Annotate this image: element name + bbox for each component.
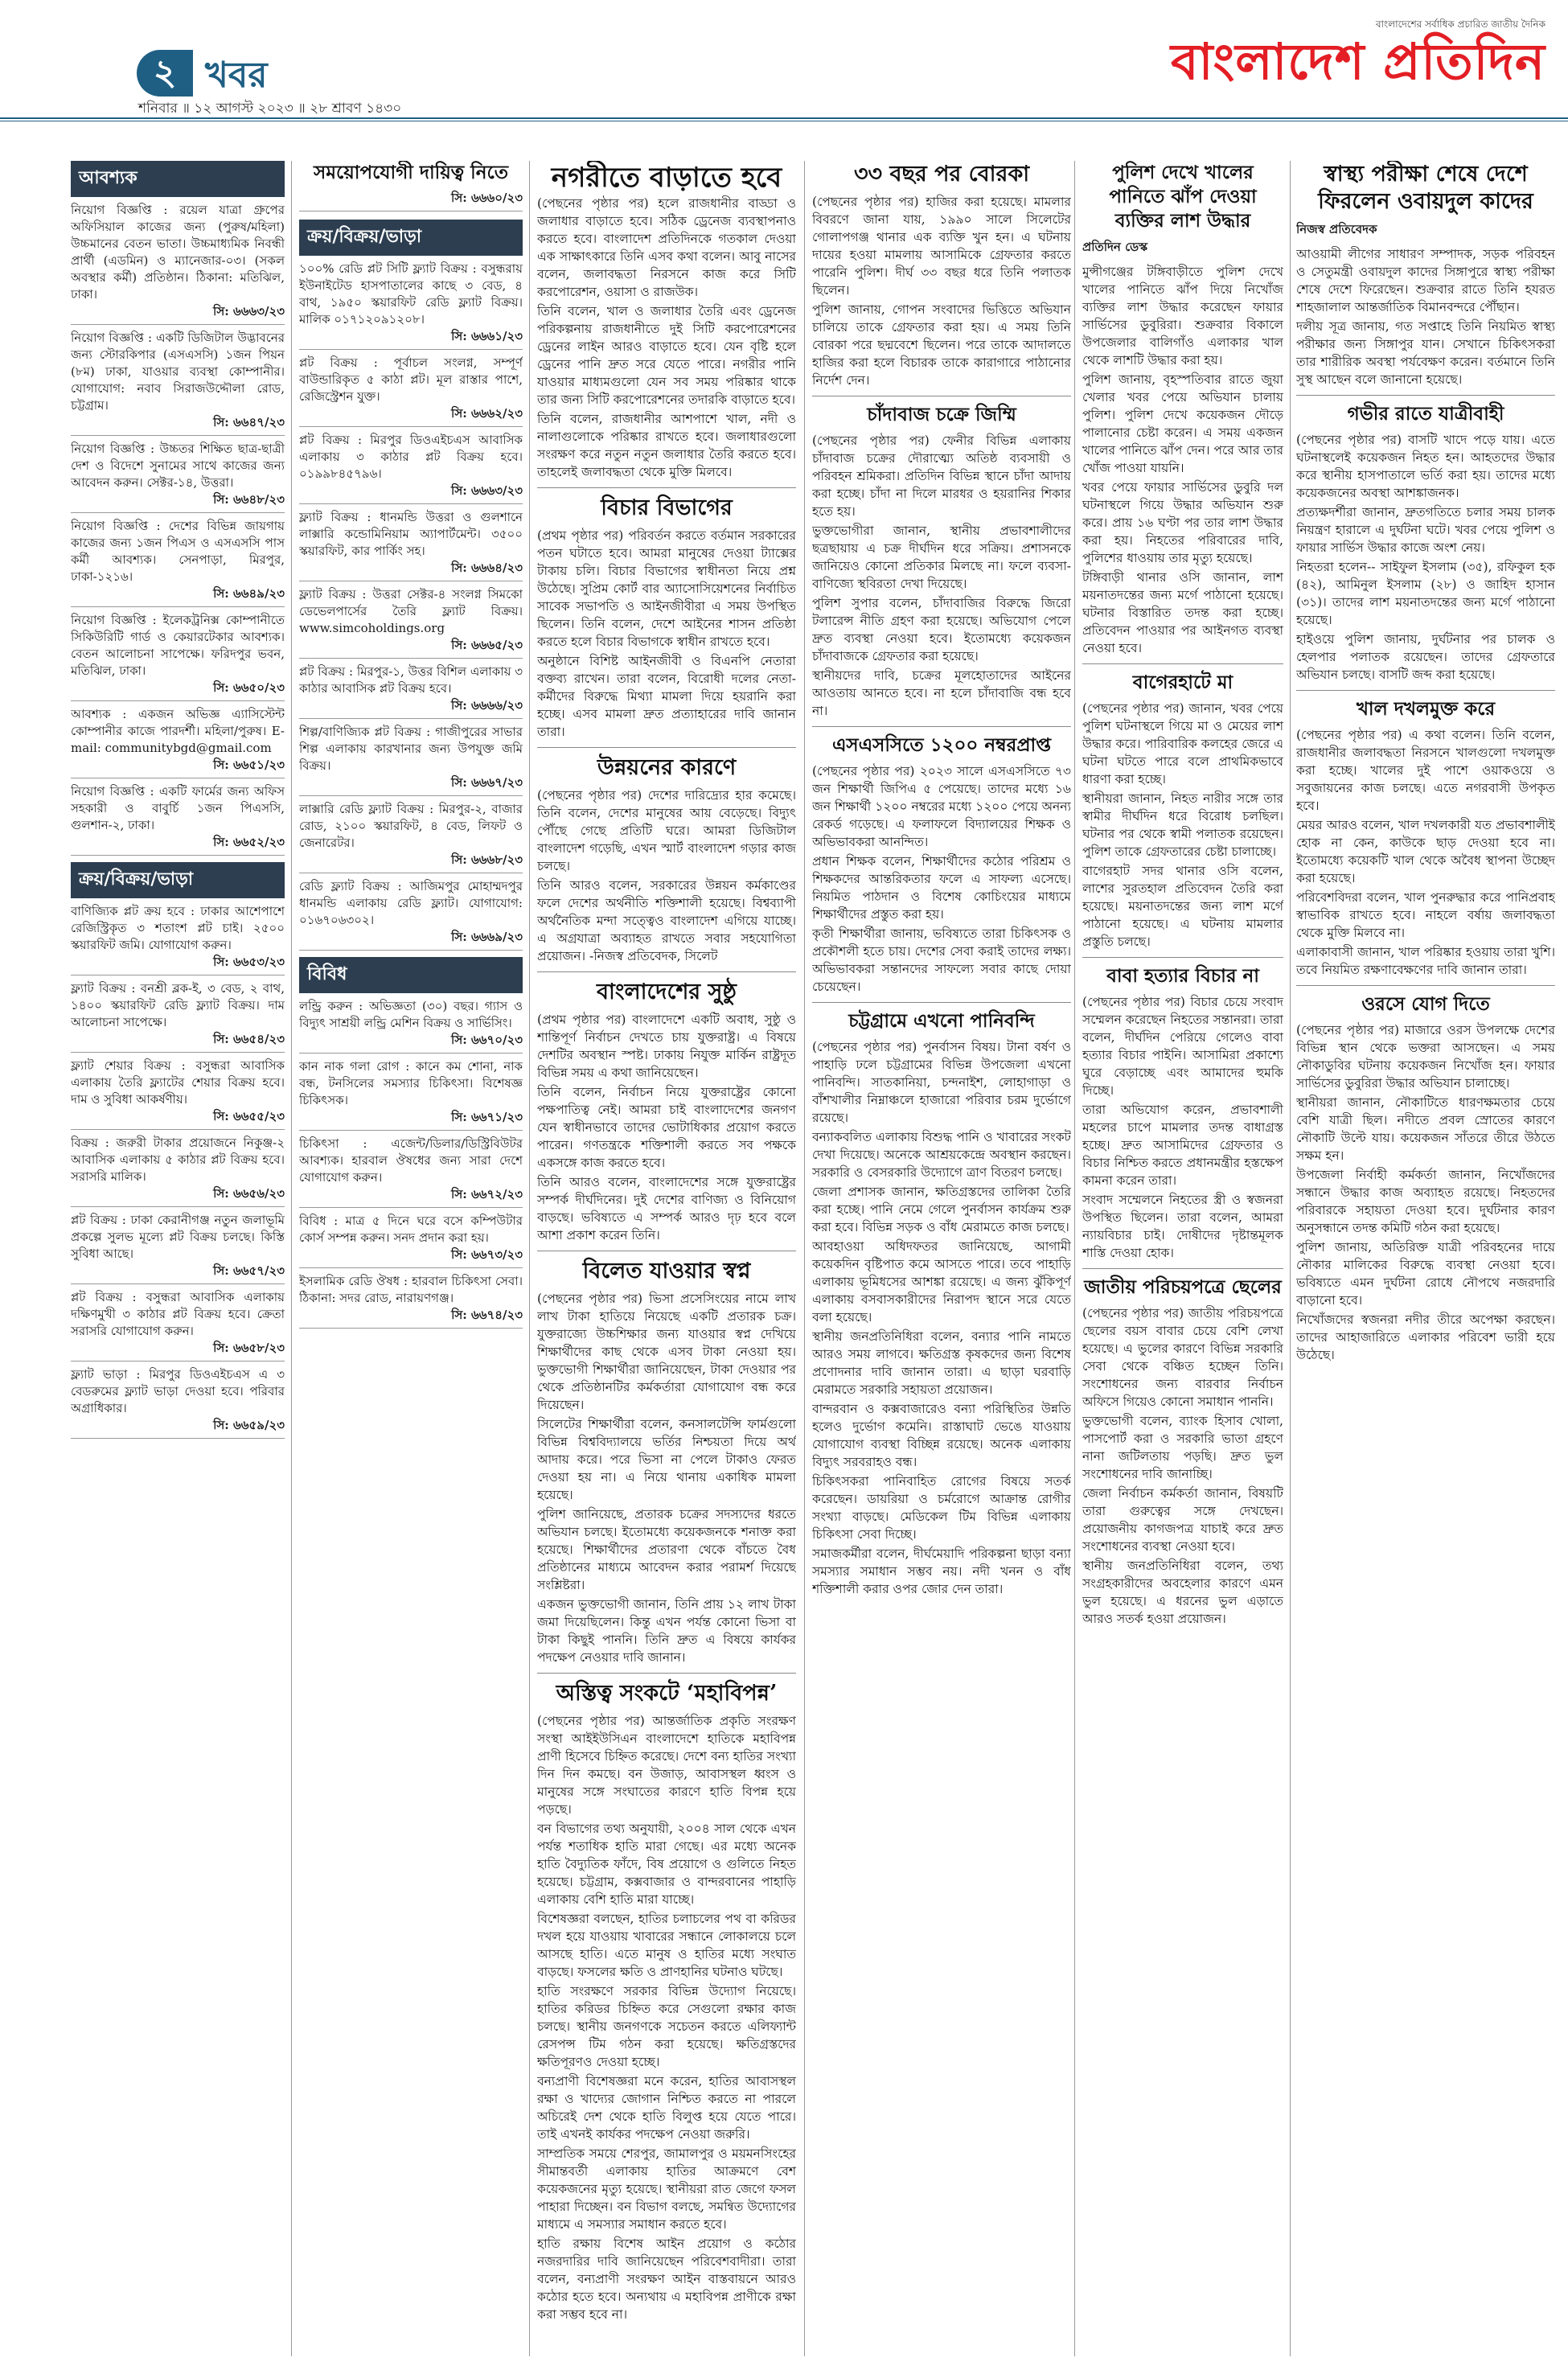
story-headline-extortion: চাঁদাবাজ চক্রে জিম্মি [867,404,1016,425]
column-divider [1290,161,1291,2356]
story-headline-election: বাংলাদেশের সুষ্ঠু [597,980,737,1004]
classified-ad-code: সি: ৬৬৫৩/২৩ [213,955,285,969]
classified-intro-headline: সময়োপযোগী দায়িত্ব নিতে [314,162,508,183]
classified-ad [299,801,523,873]
classified-ad [299,998,523,1054]
classified-ad [71,980,285,1053]
classified-ad [71,1366,285,1439]
story-body-bagerhat [1082,700,1283,951]
classified-ad-text: বাণিজ্যিক প্লট ক্রয় হবে : ঢাকার আশেপাশে রেজিস্ট্রিকৃত ৩ শতাংশ প্লট চাই। ২৫০০ স্কয়ারফিট জমি। যোগাযোগ করুন। [71,904,285,952]
story-body-city [537,195,796,481]
story-paragraph: স্থানীয় জনপ্রতিনিধিরা বলেন, তথ্য সংগ্রহকারীদের অবহেলার কারণে এমন ভুল হয়েছে। এ ধরনের ভুল এড়াতে আরও সতর্ক হওয়া প্রয়োজন। [1082,1559,1283,1626]
story-body-urs [1296,1021,1555,1364]
classified-ad [71,518,285,607]
classified-ad-text: প্লট বিক্রয় : বসুন্ধরা আবাসিক এলাকায় দক্ষিণমুখী ৩ কাঠার প্লট বিক্রয় হবে। ক্রেতা সরাসরি যোগাযোগ করুন। [71,1290,285,1338]
story-paragraph: (পেছনের পৃষ্ঠার পর) হলে রাজধানীর বাড্ডা ও জলাধার বাড়াতে হবে। সঠিক ড্রেনেজ ব্যবস্থাপনাও করতে হবে। বাংলাদেশ প্রতিদিনকে গতকাল দেওয়া এক সাক্ষাৎকারে তিনি এসব কথা বলেন। আবু নাসের বলেন, জলাবদ্ধতা নিরসনে কাজ করে সিটি করপোরেশন, ওয়াসা ও রাজউক। [537,196,796,299]
story-headline-burqa: ৩৩ বছর পর বোরকা [853,162,1030,187]
classified-ad-text: ফ্ল্যাট বিক্রয় : বনশ্রী ব্লক-ই, ৩ বেড, ২ বাথ, ১৪০০ স্কয়ারফিট রেডি ফ্ল্যাট বিক্রয়। দাম আলোচনা সাপেক্ষে। [71,981,285,1029]
story-paragraph: ভুক্তভোগীরা জানান, স্থানীয় প্রভাবশালীদের ছত্রছায়ায় এ চক্র দীর্ঘদিন ধরে সক্রিয়। প্রশাসনকে জানিয়েও কোনো প্রতিকার মিলছে না। ফলে ব্যবসা-বাণিজ্যে স্থবিরতা দেখা দিয়েছে। [812,524,1071,591]
story-rule [537,971,796,972]
classified-ad-code: সি: ৬৬৫৬/২৩ [213,1186,285,1201]
story-rule [812,726,1071,727]
classified-ad-code: সি: ৬৬৬৩/২৩ [213,304,285,318]
story-paragraph: (পেছনের পৃষ্ঠার পর) ফেনীর বিভিন্ন এলাকায় চাঁদাবাজ চক্রের দৌরাত্ম্যে অতিষ্ঠ ব্যবসায়ী ও পরিবহন শ্রমিকরা। প্রতিদিন বিভিন্ন স্থানে চাঁদা আদায় করা হচ্ছে। চাঁদা না দিলে মারধর ও হয়রানির শিকার হতে হয়। [812,433,1071,519]
classified-ad-text: চিকিৎসা : এজেন্ট/ডিলার/ডিস্ট্রিবিউটর আবশ্যক। হারবাল ঔষধের জন্য সারা দেশে যোগাযোগ করুন। [299,1136,523,1185]
story-paragraph: অনুষ্ঠানে বিশিষ্ট আইনজীবী ও বিএনপি নেতারা বক্তব্য রাখেন। তারা বলেন, বিরোধী দলের নেতা-কর্মীদের বিরুদ্ধে মিথ্যা মামলা দিয়ে হয়রানি করা হচ্ছে। এসব মামলা দ্রুত প্রত্যাহারের দাবি জানান তারা। [537,654,796,739]
masthead-tagline: বাংলাদেশের সর্বাধিক প্রচারিত জাতীয় দৈনিক [1375,18,1545,30]
story-paragraph: বন বিভাগের তথ্য অনুযায়ী, ২০০৪ সাল থেকে এখন পর্যন্ত শতাধিক হাতি মারা গেছে। এর মধ্যে অনেক হাতি বৈদ্যুতিক ফাঁদে, বিষ প্রয়োগে ও গুলিতে নিহত হয়েছে। চট্টগ্রাম, কক্সবাজার ও বান্দরবানের পাহাড়ি এলাকায় বেশি হাতি মারা যাচ্ছে। [537,1822,796,1907]
classified-ad-text: নিয়োগ বিজ্ঞপ্তি : রয়েল যাত্রা গ্রুপের অফিসিয়াল কাজের জন্য (পুরুষ/মহিলা) উচ্চমানের বেতন ভাতা। উচ্চমাধ্যমিক নিবন্ধী প্রার্থী (এডমিন) ও ম্যানেজার-০৩। (সকল অবস্থার কর্মী) প্রতিষ্ঠান। ঠিকানা: মতিঝিল, ঢাকা। [71,203,285,302]
classified-list-misc [299,998,523,1329]
story-body-extortion [812,432,1071,720]
classified-ad-code: সি: ৬৬৫৫/২৩ [213,1109,285,1123]
classified-ad-code: সি: ৬৬৬৬/২৩ [451,698,523,713]
story-body-bus-night [1296,431,1555,684]
classified-ad-text: আবশ্যক : একজন অভিজ্ঞ এ্যাসিস্টেন্ট কোম্পানীর কাজে পারদর্শী। মহিলা/পুরুষ। E-mail: communitybgd@gmail.com [71,707,285,755]
story-rule [537,1673,796,1674]
story-headline-city: নগরীতে বাড়াতে হবে [551,162,782,194]
classified-ad [71,1058,285,1130]
story-paragraph: পুলিশ জানায়, গোপন সংবাদের ভিত্তিতে অভিযান চালিয়ে তাকে গ্রেফতার করা হয়। এ সময় তিনি বোরকা পরে ছদ্মবেশে ছিলেন। পরে তাকে আদালতে হাজির করা হলে বিচারক তাকে কারাগারে পাঠানোর নির্দেশ দেন। [812,302,1071,388]
story-paragraph: সমাজকর্মীরা বলেন, দীর্ঘমেয়াদি পরিকল্পনা ছাড়া বন্যা সমস্যার সমাধান সম্ভব নয়। নদী খনন ও বাঁধ শক্তিশালী করার ওপর জোর দেন তারা। [812,1546,1071,1596]
story-paragraph: (পেছনের পৃষ্ঠার পর) ২০২৩ সালে এসএসসিতে ৭৩ জন শিক্ষার্থী জিপিএ ৫ পেয়েছে। তাদের মধ্যে ১৬ জন শিক্ষার্থী ১২০০ নম্বরের মধ্যে ১২০০ পেয়ে অনন্য রেকর্ড গড়েছে। এ ফলাফলে বিদ্যালয়ের শিক্ষক ও অভিভাবকরা আনন্দিত। [812,764,1071,849]
story-body-canal-free [1296,726,1555,979]
story-paragraph: পুলিশ জানায়, বৃহস্পতিবার রাতে জুয়া খেলার খবর পেয়ে অভিযান চালায় পুলিশ। পুলিশ দেখে কয়েকজন দৌড়ে পালানোর চেষ্টা করেন। এ সময় একজন খালের পানিতে ঝাঁপ দেন। পরে আর তার খোঁজ পাওয়া যায়নি। [1082,372,1283,475]
classified-ad [71,1212,285,1284]
classified-ad-text: প্লট বিক্রয় : ঢাকা কেরানীগঞ্জ নতুন জলাভূমি প্রকল্পে সুলভ মূল্যে প্লট বিক্রয় চলছে। কিস্তি সুবিধা আছে। [71,1213,285,1261]
story-body-burqa [812,193,1071,389]
story-body-canal-body [1082,263,1283,657]
classified-ad-text: ১০০% রেডি প্লট সিটি ফ্ল্যাট বিক্রয় : বসুন্ধরায় ইউনাইটেড হাসপাতালের কাছে ৩ বেড, ৪ বাথ, ১৯৫০ স্কয়ারফিট রেডি ফ্ল্যাট বিক্রয়। মালিক ০১৭১২০৯১২০৮। [299,261,523,327]
story-body-ctg-flood [812,1038,1071,1598]
classified-ad [299,1058,523,1131]
classified-ad-code: সি: ৬৬৬৪/২৩ [451,561,523,575]
page-header [0,0,1568,121]
classified-ad [71,612,285,701]
story-paragraph: উপজেলা নির্বাহী কর্মকর্তা জানান, নিখোঁজদের সন্ধানে উদ্ধার কাজ অব্যাহত রয়েছে। নিহতদের পরিবারকে সহায়তা দেওয়া হবে। দুর্ঘটনার কারণ অনুসন্ধানে তদন্ত কমিটি গঠন করা হয়েছে। [1296,1168,1555,1235]
classified-ad-text: প্লট বিক্রয় : পূর্বাচল সংলগ্ন, সম্পূর্ণ বাউন্ডারিকৃত ৫ কাঠা প্লট। মূল রাস্তার পাশে, রেজিস্ট্রেশন যুক্ত। [299,355,523,404]
classified-ad [71,706,285,778]
classified-ad-text: নিয়োগ বিজ্ঞপ্তি : ইলেকট্রনিক্স কোম্পানীতে সিকিউরিটি গার্ড ও কেয়ারটেকার আবশ্যক। বেতন আলোচনা সাপেক্ষে। ফরিদপুর ভবন, মতিঝিল, ঢাকা। [71,613,285,678]
story-rule [1082,1268,1283,1269]
story-paragraph: (প্রথম পৃষ্ঠার পর) পরিবর্তন করতে বর্তমান সরকারের পতন ঘটাতে হবে। আমরা মানুষের দেওয়া ট্যাক্সের টাকায় চলি। বিচার বিভাগের স্বাধীনতা নিয়ে প্রশ্ন উঠেছে। সুপ্রিম কোর্ট বার অ্যাসোসিয়েশনের নির্বাচিত সাবেক সভাপতি ও আইনজীবীরা এ সময় উপস্থিত ছিলেন। তিনি বলেন, দেশে আইনের শাসন প্রতিষ্ঠা করতে হলে বিচার বিভাগকে স্বাধীন রাখতে হবে। [537,528,796,649]
story-paragraph: নিখোঁজদের স্বজনরা নদীর তীরে অপেক্ষা করছেন। তাদের আহাজারিতে এলাকার পরিবেশ ভারী হয়ে উঠেছে। [1296,1312,1555,1362]
story-paragraph: আওয়ামী লীগের সাধারণ সম্পাদক, সড়ক পরিবহন ও সেতুমন্ত্রী ওবায়দুল কাদের সিঙ্গাপুরে স্বাস্থ্য পরীক্ষা শেষে দেশে ফিরেছেন। শুক্রবার রাতে তিনি হযরত শাহজালাল আন্তর্জাতিক বিমানবন্দরে পৌঁছান। [1296,247,1555,314]
column-divider [529,161,530,2356]
story-rule [1082,957,1283,958]
classified-ad-text: প্লট বিক্রয় : মিরপুর-১, উত্তর বিশিল এলাকায় ৩ কাঠার আবাসিক প্লট বিক্রয় হবে। [299,664,523,696]
classified-ad-code: সি: ৬৬৫৮/২৩ [213,1341,285,1355]
classified-ad [71,202,285,325]
classified-ad-code: সি: ৬৬৭০/২৩ [451,1033,523,1047]
classified-ad [71,783,285,856]
classified-ad-text: প্লট বিক্রয় : মিরপুর ডিওএইচএস আবাসিক এলাকায় ৩ কাঠার প্লট বিক্রয় হবে। ০১৯৯৮৪৫৭৯৬। [299,433,523,481]
story-paragraph: জেলা প্রশাসক জানান, ক্ষতিগ্রস্তদের তালিকা তৈরি করা হচ্ছে। পানি নেমে গেলে পুনর্বাসন কার্যক্রম শুরু করা হবে। বিভিন্ন সড়ক ও বাঁধ মেরামতে কাজ চলছে। [812,1185,1071,1234]
story-paragraph: মেয়র আরও বলেন, খাল দখলকারী যত প্রভাবশালীই হোক না কেন, কাউকে ছাড় দেওয়া হবে না। ইতোমধ্যে কয়েকটি খাল থেকে অবৈধ স্থাপনা উচ্ছেদ করা হয়েছে। [1296,818,1555,885]
story-headline-development: উন্নয়নের কারণে [597,755,737,780]
story-rule [1296,985,1555,986]
story-paragraph: (পেছনের পৃষ্ঠার পর) বিচার চেয়ে সংবাদ সম্মেলন করেছেন নিহতের সন্তানরা। তারা বলেন, দীর্ঘদিন পেরিয়ে গেলেও বাবা হত্যার বিচার পাইনি। আসামিরা প্রকাশ্যে ঘুরে বেড়াচ্ছে এবং আমাদের হুমকি দিচ্ছে। [1082,995,1283,1098]
classified-ad-text: ইসলামিক রেডি ঔষধ : হারবাল চিকিৎসা সেবা। ঠিকানা: সদর রোড, নারায়ণগঞ্জ। [299,1274,523,1305]
story-paragraph: টঙ্গিবাড়ী থানার ওসি জানান, লাশ ময়নাতদন্তের জন্য মর্গে পাঠানো হয়েছে। ঘটনার বিস্তারিত তদন্ত করা হচ্ছে। প্রতিবেদন পাওয়ার পর আইনগত ব্যবস্থা নেওয়া হবে। [1082,570,1283,655]
story-body-father-murder [1082,993,1283,1262]
classified-ad-text: নিয়োগ বিজ্ঞপ্তি : দেশের বিভিন্ন জায়গায় কাজের জন্য ১জন পিএস ও এসএসসি পাস কর্মী আবশ্যক। সেনপাড়া, মিরপুর, ঢাকা-১২১৬। [71,519,285,584]
classified-ad-text: নিয়োগ বিজ্ঞপ্তি : একটি ডিজিটাল উদ্ভাবনের জন্য স্টোরকিপার (এসএসসি) ১জন পিয়ন (৮ম) ঢাকা, যাওয়ার ব্যবস্থা কোম্পানীর। যোগাযোগ: নবাব সিরাজউদ্দৌলা রোড, চট্টগ্রাম। [71,331,285,413]
classified-ad [299,1136,523,1208]
classified-ad [299,509,523,581]
story-paragraph: (পেছনের পৃষ্ঠার পর) এ কথা বলেন। তিনি বলেন, রাজধানীর জলাবদ্ধতা নিরসনে খালগুলো দখলমুক্ত করা হচ্ছে। খালের দুই পাশে ওয়াকওয়ে ও সবুজায়নের কাজ চলছে। এতে নগরবাসী উপকৃত হবে। [1296,728,1555,813]
classified-ad [299,1213,523,1268]
classified-ad-text: ফ্ল্যাট বিক্রয় : উত্তরা সেক্টর-৪ সংলগ্ন সিমকো ডেভেলপার্সের তৈরি ফ্ল্যাট বিক্রয়। www.simcoholdings.org [299,587,523,635]
story-headline-canal-body: পুলিশ দেখে খালের পানিতে ঝাঁপ দেওয়া ব্যক্তির লাশ উদ্ধার [1109,162,1257,232]
story-headline-ctg-flood: চট্টগ্রামে এখনো পানিবন্দি [848,1010,1035,1032]
classified-ad-code: সি: ৬৬৪৯/২৩ [213,586,285,601]
story-body-obaidul [1296,245,1555,388]
story-byline: প্রতিদিন ডেস্ক [1082,240,1148,254]
story-paragraph: প্রধান শিক্ষক বলেন, শিক্ষার্থীদের কঠোর পরিশ্রম ও শিক্ষকদের আন্তরিকতার ফলে এ সাফল্য এসেছে। নিয়মিত পাঠদান ও বিশেষ কোচিংয়ের মাধ্যমে শিক্ষার্থীদের প্রস্তুত করা হয়। [812,854,1071,922]
classified-ad-text: নিয়োগ বিজ্ঞপ্তি : একটি ফার্মের জন্য অফিস সহকারী ও বাবুর্চি ১জন পিএসসি, গুলশান-২, ঢাকা। [71,784,285,832]
classified-heading-misc: বিবিধ [299,957,523,993]
classified-ad [71,1135,285,1207]
classified-ad-text: নিয়োগ বিজ্ঞপ্তি : উচ্চতর শিক্ষিত ছাত্র-ছাত্রী দেশ ও বিদেশে সুনামের সাথে কাজের জন্য আবেদন করুন। সেক্টর-১৪, উত্তরা। [71,442,285,490]
classified-ad-text: রেডি ফ্ল্যাট বিক্রয় : আজিমপুর মোহাম্মদপুর ধানমন্ডি এলাকায় রেডি ফ্ল্যাট। যোগাযোগ: ০১৬৭০৬৩০২। [299,879,523,927]
classified-ad [299,663,523,719]
classified-ad-code: সি: ৬৬৫৯/২৩ [213,1418,285,1432]
classified-ad-code: সি: ৬৬৭৪/২৩ [451,1308,523,1322]
story-headline-nid: জাতীয় পরিচয়পত্রে ছেলের [1084,1276,1282,1298]
story-paragraph: তিনি আরও বলেন, বাংলাদেশের সঙ্গে যুক্তরাষ্ট্রের সম্পর্ক দীর্ঘদিনের। দুই দেশের বাণিজ্য ও বিনিয়োগ বাড়ছে। ভবিষ্যতে এ সম্পর্ক আরও দৃঢ় হবে বলে আশা প্রকাশ করেন তিনি। [537,1175,796,1242]
story-headline-bus-night: গভীর রাতে যাত্রীবাহী [1347,403,1504,425]
story-paragraph: তারা অভিযোগ করেন, প্রভাবশালী মহলের চাপে মামলার তদন্ত বাধাগ্রস্ত হচ্ছে। দ্রুত আসামিদের গ্রেফতার ও বিচার নিশ্চিত করতে প্রধানমন্ত্রীর হস্তক্ষেপ কামনা করেন তারা। [1082,1103,1283,1188]
story-headline-urs: ওরসে যোগ দিতে [1361,993,1490,1015]
classified-ad-text: ফ্ল্যাট শেয়ার বিক্রয় : বসুন্ধরা আবাসিক এলাকায় তৈরি ফ্ল্যাটের শেয়ার বিক্রয় হবে। দাম ও সুবিধা আকর্ষণীয়। [71,1058,285,1107]
story-headline-obaidul: স্বাস্থ্য পরীক্ষা শেষে দেশে ফিরলেন ওবায়দুল কাদের [1318,162,1533,214]
classified-heading-wanted: আবশ্যক [71,161,285,197]
story-paragraph: (পেছনের পৃষ্ঠার পর) হাজির করা হয়েছে। মামলার বিবরণে জানা যায়, ১৯৯০ সালে সিলেটের গোলাপগঞ্জ থানার এক ব্যক্তি খুন হন। এ ঘটনায় দায়ের হওয়া মামলায় আসামিকে গ্রেফতার করতে পারেনি পুলিশ। দীর্ঘ ৩৩ বছর ধরে তিনি পলাতক ছিলেন। [812,195,1071,298]
classified-ad [299,1273,523,1329]
story-body-judiciary [537,527,796,741]
story-paragraph: বাগেরহাট সদর থানার ওসি বলেন, লাশের সুরতহাল প্রতিবেদন তৈরি করা হয়েছে। ময়নাতদন্তের জন্য লাশ মর্গে পাঠানো হয়েছে। এ ঘটনায় মামলার প্রস্তুতি চলছে। [1082,864,1283,949]
header-rule [0,117,1568,119]
classified-ad-code: সি: ৬৬৪৮/২৩ [213,492,285,507]
story-body-ssc [812,762,1071,996]
story-body-election [537,1011,796,1244]
story-paragraph: স্থানীয় জনপ্রতিনিধিরা বলেন, বন্যার পানি নামতে আরও সময় লাগবে। ক্ষতিগ্রস্ত কৃষকদের জন্য বিশেষ প্রণোদনার দাবি জানান তারা। এ ছাড়া ঘরবাড়ি মেরামতে সরকারি সহায়তা প্রয়োজন। [812,1329,1071,1397]
classified-ad-code: সি: ৬৬৬৯/২৩ [451,930,523,944]
classified-heading-buy-sell-2: ক্রয়/বিক্রয়/ভাড়া [299,220,523,256]
story-rule [1082,663,1283,664]
classified-ad-code: সি: ৬৬৪৭/২৩ [213,415,285,429]
classified-ad-text: শিল্প/বাণিজ্যিক প্লট বিক্রয় : গাজীপুরের সাভার শিল্প এলাকায় কারখানার জন্য উপযুক্ত জমি বিক্রয়। [299,725,523,773]
classified-ad-code: সি: ৬৬৬৭/২৩ [451,775,523,790]
story-paragraph: বন্যপ্রাণী বিশেষজ্ঞরা মনে করেন, হাতির আবাসস্থল রক্ষা ও খাদ্যের জোগান নিশ্চিত করতে না পারলে অচিরেই দেশ থেকে হাতি বিলুপ্ত হয়ে যেতে পারে। তাই এখনই কার্যকর পদক্ষেপ নেওয়া জরুরি। [537,2074,796,2142]
classified-ad-code: সি: ৬৬৫৭/২৩ [213,1263,285,1278]
classified-list-wanted [71,202,285,856]
story-paragraph: পুলিশ জানায়, অতিরিক্ত যাত্রী পরিবহনের দায়ে নৌকার মালিকের বিরুদ্ধে ব্যবস্থা নেওয়া হবে। ভবিষ্যতে এমন দুর্ঘটনা রোধে নৌপথে নজরদারি বাড়ানো হবে। [1296,1240,1555,1308]
story-paragraph: পরিবেশবিদরা বলেন, খাল পুনরুদ্ধার করে পানিপ্রবাহ স্বাভাবিক রাখতে হবে। নাহলে বর্ষায় জলাবদ্ধতা থেকে মুক্তি মিলবে না। [1296,890,1555,940]
story-paragraph: স্থানীয়রা জানান, নৌকাটিতে ধারণক্ষমতার চেয়ে বেশি যাত্রী ছিল। নদীতে প্রবল স্রোতের কারণে নৌকাটি উল্টে যায়। কয়েকজন সাঁতরে তীরে উঠতে সক্ষম হন। [1296,1095,1555,1163]
dateline: শনিবার ॥ ১২ আগস্ট ২০২৩ ॥ ২৮ শ্রাবণ ১৪৩০ [138,101,402,117]
story-paragraph: কৃতী শিক্ষার্থীরা জানায়, ভবিষ্যতে তারা চিকিৎসক ও প্রকৌশলী হতে চায়। দেশের সেবা করাই তাদের লক্ষ্য। অভিভাবকরা সন্তানদের সাফল্যে সবার কাছে দোয়া চেয়েছেন। [812,926,1071,994]
classified-ad-code: সি: ৬৬৭৩/২৩ [451,1247,523,1262]
column-divider [1074,161,1075,2356]
story-paragraph: পুলিশ জানিয়েছে, প্রতারক চক্রের সদস্যদের ধরতে অভিযান চলছে। ইতোমধ্যে কয়েকজনকে শনাক্ত করা হয়েছে। শিক্ষার্থীদের প্রতারণা থেকে বাঁচতে বৈধ প্রতিষ্ঠানের মাধ্যমে আবেদন করার পরামর্শ দিয়েছে সংশ্লিষ্টরা। [537,1507,796,1592]
story-paragraph: তিনি বলেন, রাজধানীর আশপাশে খাল, নদী ও নালাগুলোকে পরিষ্কার রাখতে হবে। জলাধারগুলো সংরক্ষণ করে নতুন নতুন জলাধার তৈরি করতে হবে। তাহলেই জলাবদ্ধতা থেকে মুক্তি মিলবে। [537,412,796,479]
story-paragraph: হাতি রক্ষায় বিশেষ আইন প্রয়োগ ও কঠোর নজরদারির দাবি জানিয়েছেন পরিবেশবাদীরা। তারা বলেন, বন্যপ্রাণী সংরক্ষণ আইন বাস্তবায়নে আরও কঠোর হতে হবে। অন্যথায় এ মহাবিপন্ন প্রাণীকে রক্ষা করা সম্ভব হবে না। [537,2236,796,2322]
classified-ad-code: সি: ৬৬৫০/২৩ [213,680,285,695]
classified-ad [299,261,523,350]
story-body-uk-dream [537,1290,796,1666]
story-column-far-right [1296,161,1555,2356]
story-column-right-main [1082,161,1283,2356]
story-paragraph: সিলেটের শিক্ষার্থীরা বলেন, কনসালটেন্সি ফার্মগুলো বিভিন্ন বিশ্ববিদ্যালয়ে ভর্তির নিশ্চয়তা দিয়ে অর্থ আদায় করে। পরে ভিসা না পেলে টাকাও ফেরত দেওয়া হয় না। এ নিয়ে থানায় একাধিক মামলা হয়েছে। [537,1417,796,1502]
story-paragraph: (পেছনের পৃষ্ঠার পর) পুনর্বাসন বিষয়। টানা বর্ষণ ও পাহাড়ি ঢলে চট্টগ্রামের বিভিন্ন উপজেলা এখনো পানিবন্দি। সাতকানিয়া, চন্দনাইশ, লোহাগাড়া ও বাঁশখালীর নিম্নাঞ্চলে হাজারো পরিবার চরম দুর্ভোগে রয়েছে। [812,1040,1071,1125]
story-paragraph: পুলিশ সুপার বলেন, চাঁদাবাজির বিরুদ্ধে জিরো টলারেন্স নীতি গ্রহণ করা হয়েছে। অভিযোগ পেলে দ্রুত ব্যবস্থা নেওয়া হবে। ইতোমধ্যে কয়েকজন চাঁদাবাজকে গ্রেফতার করা হয়েছে। [812,596,1071,663]
story-paragraph: হাতি সংরক্ষণে সরকার বিভিন্ন উদ্যোগ নিয়েছে। হাতির করিডর চিহ্নিত করে সেগুলো রক্ষার কাজ চলছে। স্থানীয় জনগণকে সচেতন করতে এলিফ্যান্ট রেসপন্স টিম গঠন করা হয়েছে। ক্ষতিগ্রস্তদের ক্ষতিপূরণও দেওয়া হচ্ছে। [537,1984,796,2069]
classified-ad-code: সি: ৬৬৬৫/২৩ [451,638,523,652]
story-paragraph: তিনি আরও বলেন, সরকারের উন্নয়ন কর্মকাণ্ডের ফলে দেশের অর্থনীতি শক্তিশালী হয়েছে। বিশ্বব্যাপী অর্থনৈতিক মন্দা সত্ত্বেও বাংলাদেশ এগিয়ে যাচ্ছে। এ অগ্রযাত্রা অব্যাহত রাখতে সবার সহযোগিতা প্রয়োজন। -নিজস্ব প্রতিবেদক, সিলেট [537,878,796,963]
section-title: খবর [205,55,268,96]
story-body-elephant [537,1712,796,2323]
classified-ad-code: সি: ৬৬৫১/২৩ [213,758,285,772]
column-divider [291,161,292,2356]
story-column-a [537,161,796,2356]
classified-ad-text: বিবিধ : মাত্র ৫ দিনে ঘরে বসে কম্পিউটার কোর্স সম্পন্ন করুন। সনদ প্রদান করা হয়। [299,1214,523,1245]
story-paragraph: দলীয় সূত্র জানায়, গত সপ্তাহে তিনি নিয়মিত স্বাস্থ্য পরীক্ষার জন্য সিঙ্গাপুর যান। সেখানে চিকিৎসকরা তার শারীরিক অবস্থা পর্যবেক্ষণ করেন। বর্তমানে তিনি সুস্থ আছেন বলে জানানো হয়েছে। [1296,319,1555,387]
story-headline-bagerhat: বাগেরহাটে মা [1132,672,1233,693]
classified-ad-code: সি: ৬৬৬০/২৩ [299,190,523,212]
story-paragraph: স্থানীয়দের দাবি, চক্রের মূলহোতাদের আইনের আওতায় আনতে হবে। না হলে চাঁদাবাজি বন্ধ হবে না। [812,668,1071,718]
story-paragraph: আবহাওয়া অধিদফতর জানিয়েছে, আগামী কয়েকদিন বৃষ্টিপাত কমে আসতে পারে। তবে পাহাড়ি এলাকায় ভূমিধসের আশঙ্কা রয়েছে। এ জন্য ঝুঁকিপূর্ণ এলাকায় বসবাসকারীদের নিরাপদ স্থানে সরে যেতে বলা হয়েছে। [812,1239,1071,1325]
story-paragraph: (পেছনের পৃষ্ঠার পর) বাসটি খাদে পড়ে যায়। এতে ঘটনাস্থলেই কয়েকজন নিহত হন। আহতদের উদ্ধার করে স্থানীয় হাসপাতালে ভর্তি করা হয়। তাদের মধ্যে কয়েকজনের অবস্থা আশঙ্কাজনক। [1296,433,1555,500]
column-divider [804,161,805,2356]
classified-ad [299,724,523,796]
story-paragraph: ভুক্তভোগী বলেন, ব্যাংক হিসাব খোলা, পাসপোর্ট করা ও সরকারি ভাতা গ্রহণে নানা জটিলতায় পড়ছি। দ্রুত ভুল সংশোধনের দাবি জানাচ্ছি। [1082,1414,1283,1481]
story-paragraph: (পেছনের পৃষ্ঠার পর) জানান, খবর পেয়ে পুলিশ ঘটনাস্থলে গিয়ে মা ও মেয়ের লাশ উদ্ধার করে। পারিবারিক কলহের জেরে এ ঘটনা ঘটতে পারে বলে প্রাথমিকভাবে ধারণা করা হচ্ছে। [1082,701,1283,787]
page-number: ২ [137,50,193,97]
story-paragraph: জেলা নির্বাচন কর্মকর্তা জানান, বিষয়টি তারা গুরুত্বের সঙ্গে দেখছেন। প্রয়োজনীয় কাগজপত্র যাচাই করে দ্রুত সংশোধনের ব্যবস্থা নেওয়া হবে। [1082,1486,1283,1554]
classifieds-column-1 [71,161,285,2356]
story-headline-elephant: অস্তিত্ব সংকটে ‘মহাবিপন্ন’ [556,1681,778,1706]
story-paragraph: (পেছনের পৃষ্ঠার পর) ভিসা প্রসেসিংয়ের নামে লাখ লাখ টাকা হাতিয়ে নিয়েছে একটি প্রতারক চক্র। যুক্তরাজ্যে উচ্চশিক্ষার জন্য যাওয়ার স্বপ্ন দেখিয়ে শিক্ষার্থীদের কাছ থেকে এসব টাকা নেওয়া হয়। ভুক্তভোগী শিক্ষার্থীরা জানিয়েছেন, টাকা দেওয়ার পর থেকে প্রতিষ্ঠানটির কর্মকর্তারা যোগাযোগ বন্ধ করে দিয়েছেন। [537,1292,796,1412]
classified-ad-text: লন্ড্রি করুন : অভিজ্ঞতা (৩০) বছর। গ্যাস ও বিদ্যুৎ সাশ্রয়ী লন্ড্রি মেশিন বিক্রয় ও সার্ভিসিং। [299,999,523,1030]
classified-ad-code: সি: ৬৬৬৩/২৩ [451,483,523,498]
story-paragraph: সাম্প্রতিক সময়ে শেরপুর, জামালপুর ও ময়মনসিংহের সীমান্তবর্তী এলাকায় হাতির আক্রমণে বেশ কয়েকজনের মৃত্যু হয়েছে। স্থানীয়রা রাত জেগে ফসল পাহারা দিচ্ছেন। বন বিভাগ বলছে, সমন্বিত উদ্যোগের মাধ্যমে এ সমস্যার সমাধান করতে হবে। [537,2146,796,2232]
classified-ad-text: ফ্ল্যাট ভাড়া : মিরপুর ডিওএইচএস এ ৩ বেডরুমের ফ্ল্যাট ভাড়া দেওয়া হবে। পরিবার অগ্রাধিকার। [71,1367,285,1415]
classified-list-buy-sell [71,903,285,1439]
story-paragraph: একজন ভুক্তভোগী জানান, তিনি প্রায় ১২ লাখ টাকা জমা দিয়েছিলেন। কিন্তু এখন পর্যন্ত কোনো ভিসা বা টাকা কিছুই পাননি। তিনি দ্রুত এ বিষয়ে কার্যকর পদক্ষেপ নেওয়ার দাবি জানান। [537,1597,796,1665]
classified-ad [71,903,285,975]
classified-ad-code: সি: ৬৬৫৪/২৩ [213,1032,285,1046]
classified-ad [299,586,523,659]
story-paragraph: (পেছনের পৃষ্ঠার পর) দেশের দারিদ্র্যের হার কমেছে। তিনি বলেন, দেশের মানুষের আয় বেড়েছে। বিদ্যুৎ পৌঁছে গেছে প্রতিটি ঘরে। আমরা ডিজিটাল বাংলাদেশ গড়েছি, এখন স্মার্ট বাংলাদেশ গড়ার কাজ চলছে। [537,788,796,873]
story-paragraph: নিহতরা হলেন-- সাইফুল ইসলাম (৩৫), রফিকুল হক (৪২), আমিনুল ইসলাম (২৮) ও জাহিদ হাসান (৩১)। তাদের লাশ ময়নাতদন্তের জন্য মর্গে পাঠানো হয়েছে। [1296,560,1555,627]
story-rule [1296,690,1555,691]
story-paragraph: তিনি বলেন, নির্বাচন নিয়ে যুক্তরাষ্ট্রের কোনো পক্ষপাতিত্ব নেই। আমরা চাই বাংলাদেশের জনগণ যেন স্বাধীনভাবে তাদের ভোটাধিকার প্রয়োগ করতে পারেন। গণতন্ত্রকে শক্তিশালী করতে সব পক্ষকে একসঙ্গে কাজ করতে হবে। [537,1085,796,1170]
story-headline-canal-free: খাল দখলমুক্ত করে [1356,698,1496,720]
story-headline-ssc: এসএসসিতে ১২০০ নম্বরপ্রাপ্ত [831,734,1052,756]
classified-ad-code: সি: ৬৬৭১/২৩ [451,1110,523,1124]
classified-ad-text: লাক্সারি রেডি ফ্ল্যাট বিক্রয় : মিরপুর-২, বাজার রোড, ২১০০ স্কয়ারফিট, ৪ বেড, লিফট ও জেনারেটর। [299,802,523,850]
story-headline-father-murder: বাবা হত্যার বিচার না [1106,965,1259,987]
story-paragraph: (পেছনের পৃষ্ঠার পর) মাজারে ওরস উপলক্ষে দেশের বিভিন্ন স্থান থেকে ভক্তরা আসছেন। এ সময় নৌকাডুবির ঘটনায় কয়েকজন নিখোঁজ হন। ফায়ার সার্ভিসের ডুবুরিরা উদ্ধার অভিযান চালাচ্ছে। [1296,1023,1555,1090]
story-paragraph: খবর পেয়ে ফায়ার সার্ভিসের ডুবুরি দল ঘটনাস্থলে গিয়ে উদ্ধার অভিযান শুরু করে। প্রায় ১৬ ঘণ্টা পর তার লাশ উদ্ধার করা হয়। নিহতের পরিবারের দাবি, পুলিশের ধাওয়ায় তার মৃত্যু হয়েছে। [1082,480,1283,565]
classified-ad-text: কান নাক গলা রোগ : কানে কম শোনা, নাক বন্ধ, টনসিলের সমস্যার চিকিৎসা। বিশেষজ্ঞ চিকিৎসক। [299,1059,523,1107]
classified-ad-text: বিক্রয় : জরুরী টাকার প্রয়োজনে নিকুঞ্জ-২ আবাসিক এলাকায় ৫ কাঠার প্লট বিক্রয় হবে। সরাসরি মালিক। [71,1136,285,1184]
story-rule [812,1002,1071,1003]
story-paragraph: বিশেষজ্ঞরা বলছেন, হাতির চলাচলের পথ বা করিডর দখল হয়ে যাওয়ায় খাবারের সন্ধানে লোকালয়ে চলে আসছে হাতি। এতে মানুষ ও হাতির মধ্যে সংঘাত বাড়ছে। ফসলের ক্ষতি ও প্রাণহানির ঘটনাও ঘটছে। [537,1912,796,1979]
story-paragraph: স্থানীয়রা জানান, নিহত নারীর সঙ্গে তার স্বামীর দীর্ঘদিন ধরে বিরোধ চলছিল। ঘটনার পর থেকে স্বামী পলাতক রয়েছেন। পুলিশ তাকে গ্রেফতারের চেষ্টা চালাচ্ছে। [1082,791,1283,859]
story-paragraph: তিনি বলেন, খাল ও জলাধার তৈরি এবং ড্রেনেজ পরিকল্পনায় রাজধানীতে দুই সিটি করপোরেশনের ড্রেনের লাইন আরও বাড়াতে হবে। যেন বৃষ্টি হলে ড্রেনের পানি দ্রুত সরে যেতে পারে। নগরীর পানি যাওয়ার মাধ্যমগুলো যেন সব সময় পরিষ্কার থাকে তার জন্য সিটি করপোরেশনের তদারকি বাড়াতে হবে। [537,304,796,407]
story-paragraph: বান্দরবান ও কক্সবাজারেও বন্যা পরিস্থিতির উন্নতি হলেও দুর্ভোগ কমেনি। রাস্তাঘাট ভেঙে যাওয়ায় যোগাযোগ ব্যবস্থা বিচ্ছিন্ন রয়েছে। অনেক এলাকায় বিদ্যুৎ সরবরাহও বন্ধ। [812,1402,1071,1469]
classified-heading-buy-sell: ক্রয়/বিক্রয়/ভাড়া [71,862,285,898]
classified-ad [299,432,523,504]
masthead [1171,18,1545,90]
story-paragraph: চিকিৎসকরা পানিবাহিত রোগের বিষয়ে সতর্ক করেছেন। ডায়রিয়া ও চর্মরোগে আক্রান্ত রোগীর সংখ্যা বাড়ছে। মেডিকেল টিম বিভিন্ন এলাকায় চিকিৎসা সেবা দিচ্ছে। [812,1474,1071,1542]
classified-list-buy-sell-2 [299,261,523,951]
classified-ad [71,330,285,436]
classified-ad-code: সি: ৬৬৬৮/২৩ [451,852,523,867]
classified-ad [71,1289,285,1362]
story-rule [537,487,796,488]
story-headline-uk-dream: বিলেত যাওয়ার স্বপ্ন [582,1259,751,1284]
story-paragraph: বন্যাকবলিত এলাকায় বিশুদ্ধ পানি ও খাবারের সংকট দেখা দিয়েছে। অনেকে আশ্রয়কেন্দ্রে অবস্থান করছেন। সরকারি ও বেসরকারি উদ্যোগে ত্রাণ বিতরণ চলছে। [812,1130,1071,1180]
masthead-name: বাংলাদেশ প্রতিদিন [1171,32,1545,91]
story-paragraph: (পেছনের পৃষ্ঠার পর) জাতীয় পরিচয়পত্রে ছেলের বয়স বাবার চেয়ে বেশি লেখা হয়েছে। এ ভুলের কারণে বিভিন্ন সরকারি সেবা থেকে বঞ্চিত হচ্ছেন তিনি। সংশোধনের জন্য বারবার নির্বাচন অফিসে গিয়েও কোনো সমাধান পাননি। [1082,1306,1283,1409]
story-paragraph: সংবাদ সম্মেলনে নিহতের স্ত্রী ও স্বজনরা উপস্থিত ছিলেন। তারা বলেন, আমরা ন্যায়বিচার চাই। দোষীদের দৃষ্টান্তমূলক শাস্তি দেওয়া হোক। [1082,1193,1283,1260]
story-headline-judiciary: বিচার বিভাগের [601,495,733,520]
classified-ad-text: ফ্ল্যাট বিক্রয় : ধানমন্ডি উত্তরা ও গুলশানে লাক্সারি কন্ডোমিনিয়াম অ্যাপার্টমেন্ট। ৩৫০০ স্কয়ারফিট, কার পার্কিং সহ। [299,510,523,558]
story-body-nid [1082,1304,1283,1628]
story-body-development [537,787,796,965]
classified-ad-code: সি: ৬৬৬১/২৩ [451,329,523,343]
story-paragraph: (পেছনের পৃষ্ঠার পর) আন্তর্জাতিক প্রকৃতি সংরক্ষণ সংস্থা আইইউসিএন বাংলাদেশে হাতিকে মহাবিপন্ন প্রাণী হিসেবে চিহ্নিত করেছে। দেশে বন্য হাতির সংখ্যা দিন দিন কমছে। বন উজাড়, আবাসস্থল ধ্বংস ও মানুষের সঙ্গে সংঘাতের কারণে হাতি বিপন্ন হয়ে পড়ছে। [537,1714,796,1817]
story-paragraph: মুন্সীগঞ্জের টঙ্গিবাড়ীতে পুলিশ দেখে খালের পানিতে ঝাঁপ দিয়ে নিখোঁজ ব্যক্তির লাশ উদ্ধার করেছেন ফায়ার সার্ভিসের ডুবুরিরা। শুক্রবার বিকালে উপজেলার বালিগাঁও এলাকার খাল থেকে লাশটি উদ্ধার করা হয়। [1082,265,1283,368]
story-paragraph: (প্রথম পৃষ্ঠার পর) বাংলাদেশে একটি অবাধ, সুষ্ঠু ও শান্তিপূর্ণ নির্বাচন দেখতে চায় যুক্তরাষ্ট্র। এ বিষয়ে দেশটির অবস্থান স্পষ্ট। ঢাকায় নিযুক্ত মার্কিন রাষ্ট্রদূত বিভিন্ন সময় এ কথা জানিয়েছেন। [537,1012,796,1080]
classified-ad-code: সি: ৬৬৭২/২৩ [451,1187,523,1201]
classified-ad [299,355,523,427]
classified-ad [71,441,285,513]
story-paragraph: এলাকাবাসী জানান, খাল পরিষ্কার হওয়ায় তারা খুশি। তবে নিয়মিত রক্ষণাবেক্ষণের দাবি জানান তারা। [1296,945,1555,977]
classified-ad-code: সি: ৬৬৫২/২৩ [213,835,285,849]
classifieds-column-2 [299,161,523,2356]
classified-ad-code: সি: ৬৬৬২/২৩ [451,406,523,421]
story-column-burqa-main [812,161,1071,2356]
story-rule [1296,395,1555,396]
story-rule [537,747,796,748]
story-paragraph: প্রত্যক্ষদর্শীরা জানান, দ্রুতগতিতে চলার সময় চালক নিয়ন্ত্রণ হারালে এ দুর্ঘটনা ঘটে। খবর পেয়ে পুলিশ ও ফায়ার সার্ভিস উদ্ধার কাজে অংশ নেয়। [1296,505,1555,555]
story-byline: নিজস্ব প্রতিবেদক [1296,222,1377,236]
story-paragraph: হাইওয়ে পুলিশ জানায়, দুর্ঘটনার পর চালক ও হেলপার পলাতক রয়েছেন। তাদের গ্রেফতারে অভিযান চলছে। বাসটি জব্দ করা হয়েছে। [1296,632,1555,682]
classified-ad [299,878,523,951]
